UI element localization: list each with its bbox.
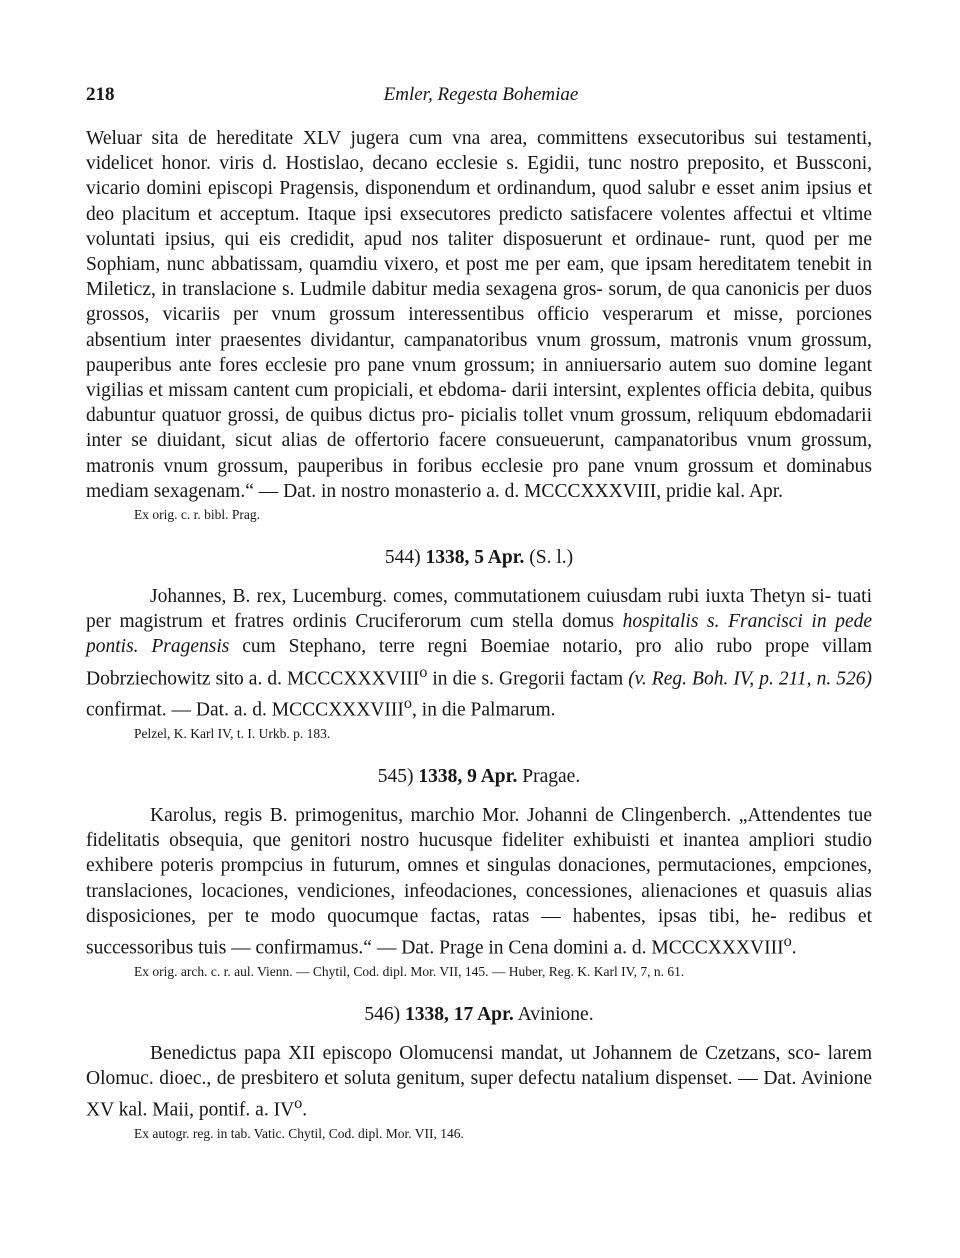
entry-text-546: [86, 1041, 872, 1123]
entry-text-544: [86, 584, 872, 723]
entry-heading-546: [86, 1003, 872, 1027]
entry-source-545: Ex orig. arch. c. r. aul. Vienn. — Chytil, Cod. dipl. Mor. VII, 145. — Huber, Reg. K. Karl IV, 7, n. 61.: [134, 963, 685, 979]
entry-number: 544): [384, 547, 421, 569]
page-body: [86, 126, 872, 1143]
entry-text-545: [86, 803, 872, 961]
superscript: o: [783, 932, 792, 951]
entry-year: 1338,: [418, 766, 463, 788]
page-number: 218: [86, 84, 115, 105]
entry-number: 545): [377, 766, 414, 788]
entry-text-italic: hospitalis s. Francisci in pede pontis. Pragensis: [86, 611, 873, 658]
superscript: o: [294, 1094, 303, 1113]
entry-text-part: Benedictus papa XII episcopo Olomucensi mandat, ut Johannem de Czetzans, sco- larem Olomuc. dioec., de presbitero et soluta genitum, super defectu natalium dispenset. — Dat. Avinione XV kal. Maii, pontif. a. IV: [86, 1042, 872, 1121]
entry-text-part: .: [791, 937, 797, 959]
entry-place: (S. l.): [529, 547, 574, 569]
entry-year: 1338,: [405, 1003, 449, 1025]
continuation-source: Ex orig. c. r. bibl. Prag.: [134, 507, 260, 523]
entry-place: Avinione.: [517, 1003, 594, 1025]
entry-text-part: , in die Palmarum.: [412, 699, 556, 721]
entry-text-part: in die s. Gregorii factam: [432, 668, 624, 690]
entry-source-544: Pelzel, K. Karl IV, t. I. Urkb. p. 183.: [134, 726, 331, 742]
entry-heading-545: [86, 765, 872, 789]
page-header: [86, 84, 876, 114]
entry-number: 546): [364, 1003, 401, 1025]
entry-year: 1338,: [425, 547, 470, 569]
entry-source-546: Ex autogr. reg. in tab. Vatic. Chytil, Cod. dipl. Mor. VII, 146.: [134, 1125, 464, 1141]
running-head: Emler, Regesta Bohemiae: [383, 84, 579, 105]
entry-date: 17 Apr.: [453, 1003, 514, 1025]
entry-date: 5 Apr.: [474, 547, 525, 569]
entry-text-part: Karolus, regis B. primogenitus, marchio Mor. Johanni de Clingenberch. „Attendentes tue fidelitatis obsequia, que genitori nostro hucusque fideliter exhibuisti et inantea ampliori studio exhibere poteris prompcius in futurum, omnes et singulas donaciones, permutaciones, empciones, translaciones, locaciones, vendiciones, infeodaciones, concessiones, alienaciones et quasuis alias disposiciones, per te modo quocumque factas, ratas — habentes, ipsas tibi, he- redibus et successoribus tuis — confirmamus.“ — Dat. Prage in Cena domini a. d. MCCCXXXVIII: [86, 805, 872, 959]
entry-text-part: Johannes, B. rex, Lucemburg. comes, commutationem cuiusdam rubi iuxta Thetyn si- tuati per magistrum et fratres ordinis Cruciferorum cum stella domus: [86, 586, 872, 633]
entry-place: Pragae.: [522, 766, 581, 788]
entry-text-part: confirmat. — Dat. a. d. MCCCXXXVIII: [86, 699, 404, 721]
entry-date: 9 Apr.: [467, 766, 518, 788]
superscript: o: [403, 694, 413, 713]
entry-text-italic: (v. Reg. Boh. IV, p. 211, n. 526): [628, 668, 873, 690]
continuation-paragraph: Weluar sita de hereditate XLV jugera cum vna area, committens exsecutoribus sui testamenti, videlicet honor. viris d. Hostislao, decano ecclesie s. Egidii, tunc nostro preposito, et Bussconi, vicario domini episcopi Pragensis, disponendum et ordinandum, quod salubr e esset anim ipsius et deo placitum et acceptum. Itaque ipsi exsecutores predicto satisfacere volentes affectui et vltime voluntati ipsius, qui eis credidit, apud nos taliter disposuerunt et ordinaue- runt, quod per me Sophiam, nunc abbatissam, quamdiu vixero, et post me per eam, que ipsam hereditatem tenebit in Mileticz, in translacione s. Ludmile dabitur media sexagena gros- sorum, de qua canonicis per duos grossos, vicariis per vnum grossum interessentibus officio vesperarum et misse, porciones absentium inter praesentes dividantur, campanatoribus vnum grossum, matronis vnum grossum, pauperibus ante fores ecclesie pro pane vnum grossum; in anniuersario autem suo domine legant vigilias et missam cantent cum propiciali, et ebdoma- darii intersint, explentes officia debita, quibus dabuntur quatuor grossi, de quibus dictus pro- picialis tollet vnum grossum, reliquum ebdomadarii inter se diuidant, sicut alias de offertorio facere consueuerunt, campanatoribus vnum grossum, matronis vnum grossum, pauperibus in foribus ecclesie pro pane vnum grossum et dominabus mediam sexagenam.“ — Dat. in nostro monasterio a. d. MCCCXXXVIII, pridie kal. Apr.: [86, 128, 872, 502]
entry-text-part: .: [302, 1099, 308, 1121]
entry-text-part: cum Stephano, terre regni Boemiae notario, pro alio rubo prope villam Dobrziechowitz sito a. d. MCCCXXXVIII: [86, 636, 873, 690]
entry-heading-544: [86, 546, 872, 570]
superscript: o: [419, 662, 428, 681]
